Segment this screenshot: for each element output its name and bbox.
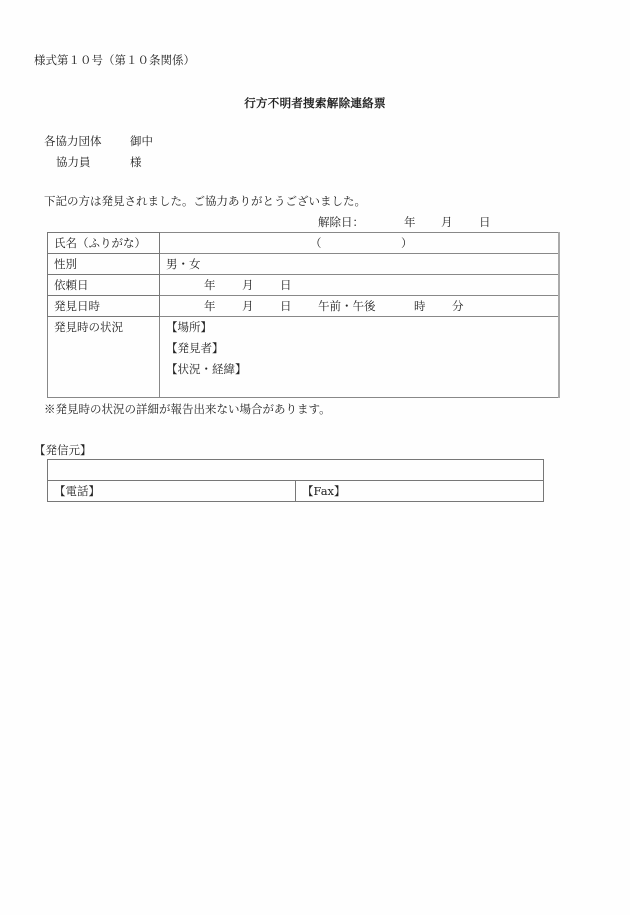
found-datetime-field[interactable] <box>160 296 560 317</box>
name-label: 氏名（ふりがな） <box>48 233 160 254</box>
furigana-open-paren: （ <box>310 236 322 250</box>
addressee-row <box>44 155 142 169</box>
found-datetime-label: 発見日時 <box>48 296 160 317</box>
release-date <box>318 215 491 229</box>
addressee-honorific: 様 <box>130 155 142 169</box>
addressee-org: 協力員 <box>56 155 91 169</box>
hour-unit: 時 <box>414 299 426 313</box>
sender-phone-field[interactable]: 【電話】 <box>48 481 296 502</box>
name-field[interactable] <box>160 233 560 254</box>
addressee-org: 各協力団体 <box>44 134 102 148</box>
found-datetime-row <box>48 296 560 317</box>
addressee-honorific: 御中 <box>130 134 153 148</box>
month-unit: 月 <box>242 299 254 313</box>
footnote: ※発見時の状況の詳細が報告出来ない場合があります。 <box>44 402 331 416</box>
request-date-label: 依頼日 <box>48 275 160 296</box>
release-day-unit: 日 <box>479 215 491 229</box>
minute-unit: 分 <box>452 299 464 313</box>
sender-name-row <box>48 460 544 481</box>
sender-contact-row <box>48 481 544 502</box>
document-title: 行方不明者捜索解除連絡票 <box>244 96 386 110</box>
sender-fax-field[interactable]: 【Fax】 <box>296 481 544 502</box>
sender-label: 【発信元】 <box>34 443 92 457</box>
release-year-unit: 年 <box>404 215 416 229</box>
sender-table <box>47 459 544 502</box>
gender-field[interactable]: 男・女 <box>160 254 560 275</box>
situation-label: 発見時の状況 <box>48 317 160 398</box>
release-date-label: 解除日： <box>318 215 364 229</box>
request-date-field[interactable] <box>160 275 560 296</box>
situation-field[interactable] <box>160 317 560 398</box>
request-date-row <box>48 275 560 296</box>
gender-row <box>48 254 560 275</box>
release-month-unit: 月 <box>441 215 453 229</box>
intro-text: 下記の方は発見されました。ご協力ありがとうございました。 <box>44 194 366 208</box>
situation-row <box>48 317 560 398</box>
name-row <box>48 233 560 254</box>
gender-label: 性別 <box>48 254 160 275</box>
day-unit: 日 <box>280 299 292 313</box>
year-unit: 年 <box>204 299 216 313</box>
year-unit: 年 <box>204 278 216 292</box>
sender-name-field[interactable] <box>48 460 544 481</box>
situation-location-label: 【場所】 <box>166 320 212 334</box>
situation-details-label: 【状況・経緯】 <box>166 362 247 376</box>
day-unit: 日 <box>280 278 292 292</box>
ampm-choice: 午前・午後 <box>318 299 376 313</box>
furigana-close-paren: ） <box>401 236 413 250</box>
form-number: 様式第１０号（第１０条関係） <box>34 53 195 67</box>
addressee-row <box>44 134 153 148</box>
missing-person-form-table <box>47 232 560 398</box>
situation-finder-label: 【発見者】 <box>166 341 224 355</box>
month-unit: 月 <box>242 278 254 292</box>
